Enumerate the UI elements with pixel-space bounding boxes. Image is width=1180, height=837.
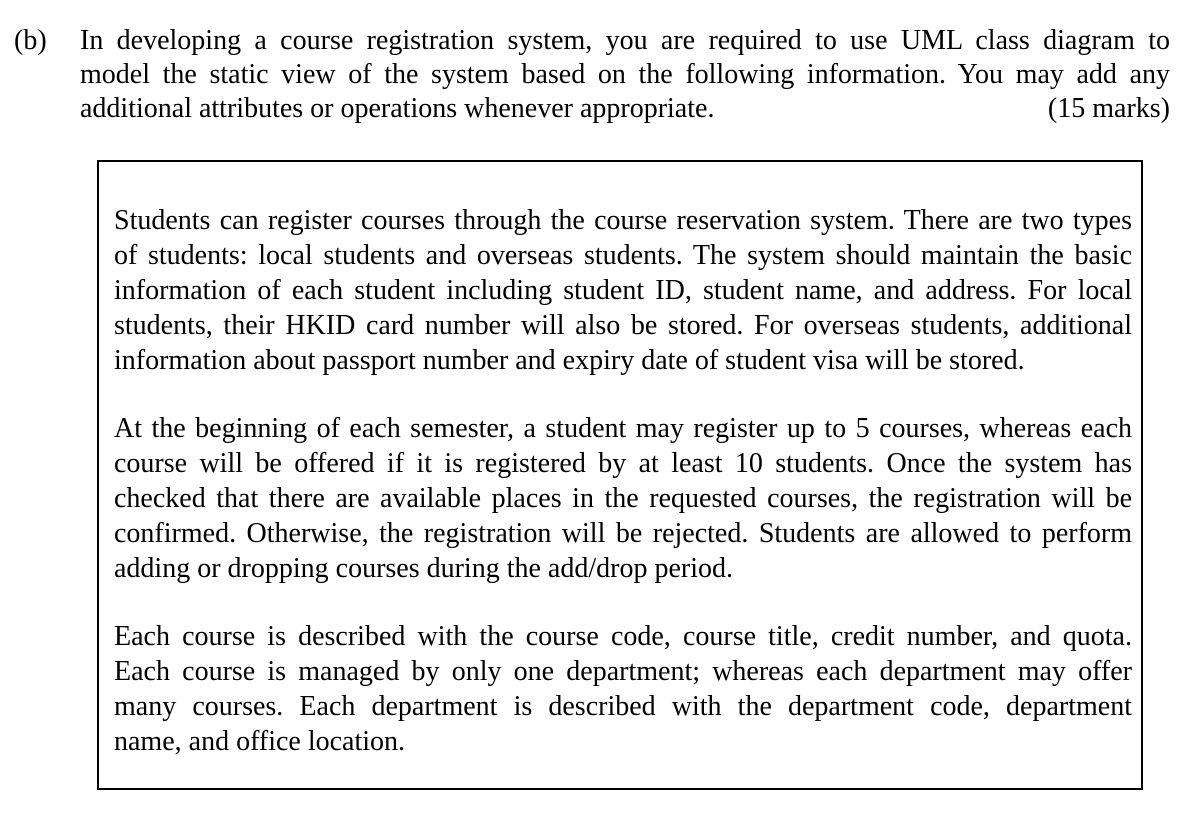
paragraph-line: of students: local students and overseas students. The system should maintain the basic [114, 240, 1132, 271]
question-text [80, 24, 1170, 126]
paragraph-line: Each course is described with the course code, course title, credit number, and quota. [114, 621, 1132, 652]
paragraph-line: adding or dropping courses during the add/drop period. [114, 553, 733, 584]
question-line-3 [80, 92, 1170, 126]
paragraph-line: confirmed. Otherwise, the registration will be rejected. Students are allowed to perform [114, 518, 1132, 549]
paragraph-line: Students can register courses through the course reservation system. There are two types [114, 205, 1132, 236]
question-line-2: model the static view of the system based on the following information. You may add any [80, 59, 1170, 90]
paragraph-registration [114, 411, 1132, 586]
paragraph-line: name, and office location. [114, 726, 406, 757]
question-line-3-text: additional attributes or operations whenever appropriate. [80, 93, 715, 124]
paragraph-line: At the beginning of each semester, a student may register up to 5 courses, whereas each [114, 413, 1132, 444]
paragraph-line: Each course is managed by only one department; whereas each department may offer [114, 656, 1132, 687]
paragraph-line: course will be offered if it is registered by at least 10 students. Once the system has [114, 448, 1132, 479]
requirements-box [97, 160, 1143, 790]
marks-label: (15 marks) [1047, 93, 1170, 124]
paragraph-line: information about passport number and expiry date of student visa will be stored. [114, 345, 1025, 376]
question-line-1: In developing a course registration system, you are required to use UML class diagram to [80, 25, 1170, 56]
paragraph-line: checked that there are available places in the requested courses, the registration will be [114, 483, 1132, 514]
paragraph-line: many courses. Each department is described with the department code, department [114, 691, 1132, 722]
paragraph-courses [114, 619, 1132, 759]
paragraph-line: students, their HKID card number will also be stored. For overseas students, additional [114, 310, 1132, 341]
question-label: (b) [14, 25, 47, 56]
paragraph-students [114, 203, 1132, 378]
paragraph-line: information of each student including student ID, student name, and address. For local [114, 275, 1132, 306]
